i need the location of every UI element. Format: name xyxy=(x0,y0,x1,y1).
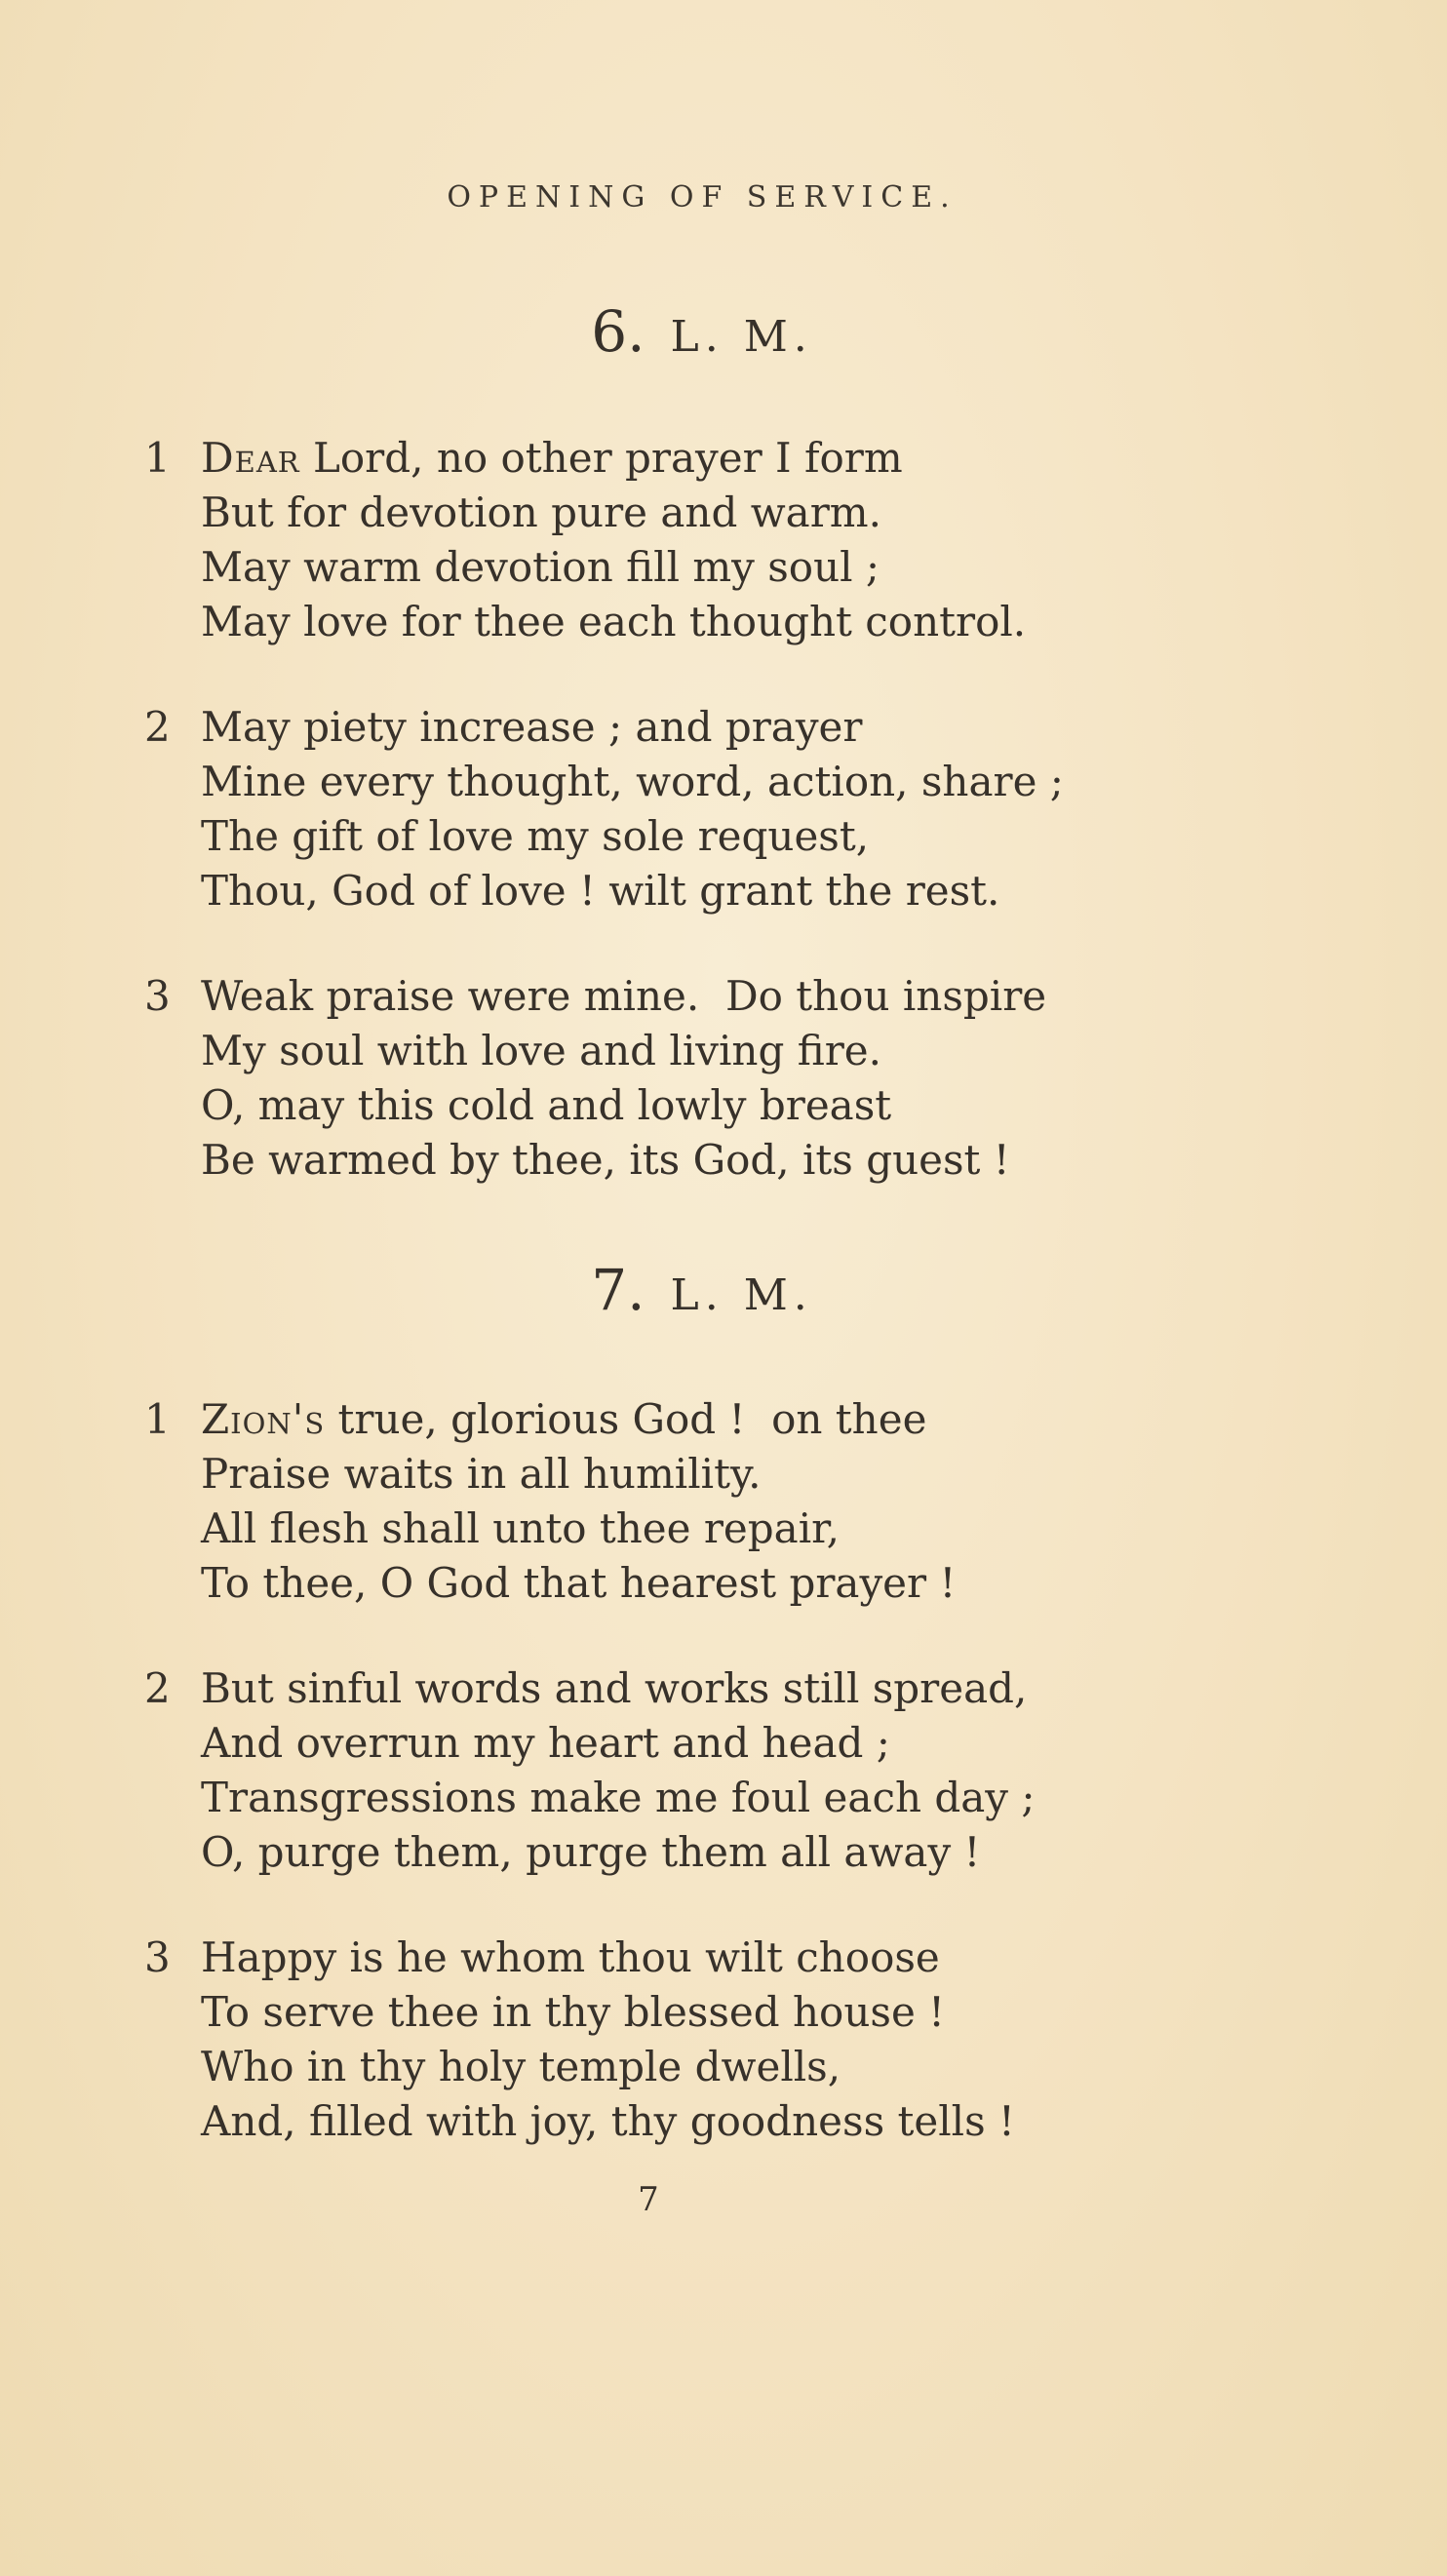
stanza xyxy=(144,1661,1277,1880)
verse-line: Happy is he whom thou wilt choose xyxy=(201,1933,940,1981)
stanza xyxy=(144,1931,1277,2149)
verse-line xyxy=(201,1392,1277,1447)
hymn-7 xyxy=(127,1256,1277,2149)
verse-line: Transgressions make me foul each day ; xyxy=(201,1774,1036,1821)
hymn-heading xyxy=(127,297,1277,380)
verse-line: And, filled with joy, thy goodness tells ! xyxy=(201,2097,1015,2145)
verse-line-text: true, glorious God ! on thee xyxy=(325,1395,927,1443)
stanza-number: 3 xyxy=(144,972,171,1020)
stanza-lines xyxy=(201,431,1277,649)
stanza-number: 3 xyxy=(144,1933,171,1981)
running-head: OPENING OF SERVICE. xyxy=(447,180,958,215)
hymn-meter: L. M. xyxy=(670,312,813,362)
verse-line: To thee, O God that hearest prayer ! xyxy=(201,1559,957,1607)
hymn-6 xyxy=(127,297,1277,1188)
verse-line: May piety increase ; and prayer xyxy=(201,703,863,751)
stanza xyxy=(144,431,1277,649)
lead-word: Dear xyxy=(201,434,300,482)
stanza-lines xyxy=(201,1931,1277,2149)
verse-line: May love for thee each thought control. xyxy=(201,598,1027,645)
stanza-lines xyxy=(201,1392,1277,1611)
stanza xyxy=(144,969,1277,1188)
verse-line: Thou, God of love ! wilt grant the rest. xyxy=(201,867,1000,915)
verse-line: And overrun my heart and head ; xyxy=(201,1719,890,1767)
verse-line: All flesh shall unto thee repair, xyxy=(201,1504,840,1552)
verse-line: O, may this cold and lowly breast xyxy=(201,1081,892,1129)
stanza-lines xyxy=(201,969,1277,1188)
page-content xyxy=(127,180,1277,2219)
hymn-number: 6. xyxy=(591,298,645,365)
verse-line: May warm devotion fill my soul ; xyxy=(201,543,880,591)
verse-line: Be warmed by thee, its God, its guest ! xyxy=(201,1136,1010,1184)
stanza-number: 1 xyxy=(144,1395,171,1443)
verse-line: But for devotion pure and warm. xyxy=(201,488,881,536)
stanza-number: 2 xyxy=(144,1664,171,1712)
verse-line: To serve thee in thy blessed house ! xyxy=(201,1988,946,2036)
hymn-number: 7. xyxy=(591,1257,645,1323)
verse-line: Weak praise were mine. Do thou inspire xyxy=(201,972,1047,1020)
verse-line xyxy=(201,431,1277,486)
stanza xyxy=(144,700,1277,918)
stanza xyxy=(144,1392,1277,1611)
page-number: 7 xyxy=(638,2180,659,2219)
verse-line-text: Lord, no other prayer I form xyxy=(299,434,903,482)
verse-line: Praise waits in all humility. xyxy=(201,1450,762,1498)
lead-word: Zion's xyxy=(201,1395,326,1443)
verse-line: O, purge them, purge them all away ! xyxy=(201,1828,981,1876)
hymn-meter: L. M. xyxy=(670,1270,813,1320)
verse-line: But sinful words and works still spread, xyxy=(201,1664,1028,1712)
stanza-lines xyxy=(201,700,1277,918)
stanza-number: 2 xyxy=(144,703,171,751)
verse-line: My soul with love and living fire. xyxy=(201,1027,882,1074)
stanza-lines xyxy=(201,1661,1277,1880)
verse-line: Who in thy holy temple dwells, xyxy=(201,2043,841,2090)
verse-line: The gift of love my sole request, xyxy=(201,812,870,860)
hymn-heading xyxy=(127,1256,1277,1339)
stanza-number: 1 xyxy=(144,434,171,482)
verse-line: Mine every thought, word, action, share ; xyxy=(201,758,1064,805)
